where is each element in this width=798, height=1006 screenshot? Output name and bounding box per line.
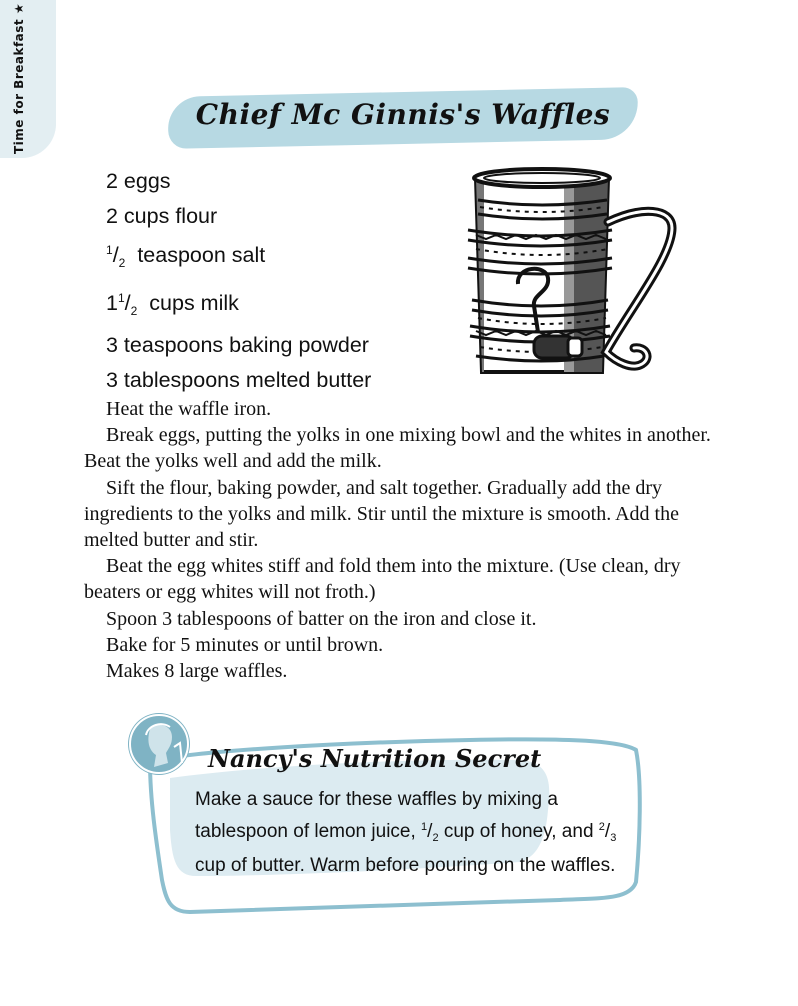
step-paragraph: Bake for 5 minutes or until brown. (106, 633, 384, 656)
ingredient-item: 3 tablespoons melted butter (106, 367, 372, 392)
fraction-denominator: 2 (130, 303, 138, 318)
tip-text-part: cup of butter. Warm before pouring on the waffles. (195, 855, 616, 876)
recipe-title: Chief Mc Ginnis's Waffles (195, 98, 611, 131)
fraction-whole: 1 (106, 290, 118, 315)
ingredient-item: 2 eggs (106, 169, 171, 193)
fraction-numerator: 1 (421, 820, 428, 833)
tip-text-part: Make a sauce for these waffles by mixing a tablespoon of lemon juice, (195, 789, 558, 842)
fraction-denominator: 3 (610, 831, 617, 844)
fraction-numerator: 1 (106, 243, 113, 258)
ingredient-text: teaspoon salt (137, 243, 266, 268)
side-tab (0, 0, 56, 158)
ingredient-item: 2 cups flour (106, 203, 218, 228)
ingredient-item: 3 teaspoons baking powder (106, 333, 369, 358)
recipe-steps (84, 396, 724, 684)
nancy-avatar-icon (128, 713, 190, 775)
step-paragraph: Break eggs, putting the yolks in one mixing bowl and the whites in another. Beat the yolks well and add the milk. (84, 424, 711, 473)
fraction-numerator: 1 (117, 290, 125, 305)
mug-illustration (436, 166, 690, 392)
step-paragraph: Beat the egg whites stiff and fold them into the mixture. (Use clean, dry beaters or egg whites will not froth.) (84, 555, 681, 604)
tip-text: Make a sauce for these waffles by mixing a tablespoon of lemon juice, $^1/_2$ cup of honey, and $^2/_3$ cup of butter. Warm before pouring on the waffles. (195, 789, 617, 876)
tip-title: Nancy's Nutrition Secret (208, 744, 542, 773)
section-name: Time for Breakfast (12, 18, 26, 154)
step-paragraph: Makes 8 large waffles. (106, 660, 288, 683)
fraction-denominator: 2 (118, 256, 126, 271)
tip-text-part: cup of honey, and (438, 820, 599, 842)
step-paragraph: Heat the waffle iron. (106, 398, 272, 420)
ingredient-list (106, 164, 371, 398)
ingredient-text: cups milk (149, 290, 239, 315)
fraction-denominator: 2 (432, 831, 439, 844)
fraction-numerator: 2 (598, 820, 605, 833)
ingredient-item: $^1/_2$ teaspoon salt (106, 243, 266, 271)
ingredient-item: $1^1/_2$ cups milk (106, 290, 239, 318)
star-icon: ★ (12, 2, 26, 15)
step-paragraph: Spoon 3 tablespoons of batter on the iron and close it. (106, 607, 537, 630)
step-paragraph: Sift the flour, baking powder, and salt together. Gradually add the dry ingredients to the yolks and milk. Stir until the mixture is smooth. Add the melted butter and stir. (84, 476, 679, 552)
running-head (12, 0, 26, 154)
